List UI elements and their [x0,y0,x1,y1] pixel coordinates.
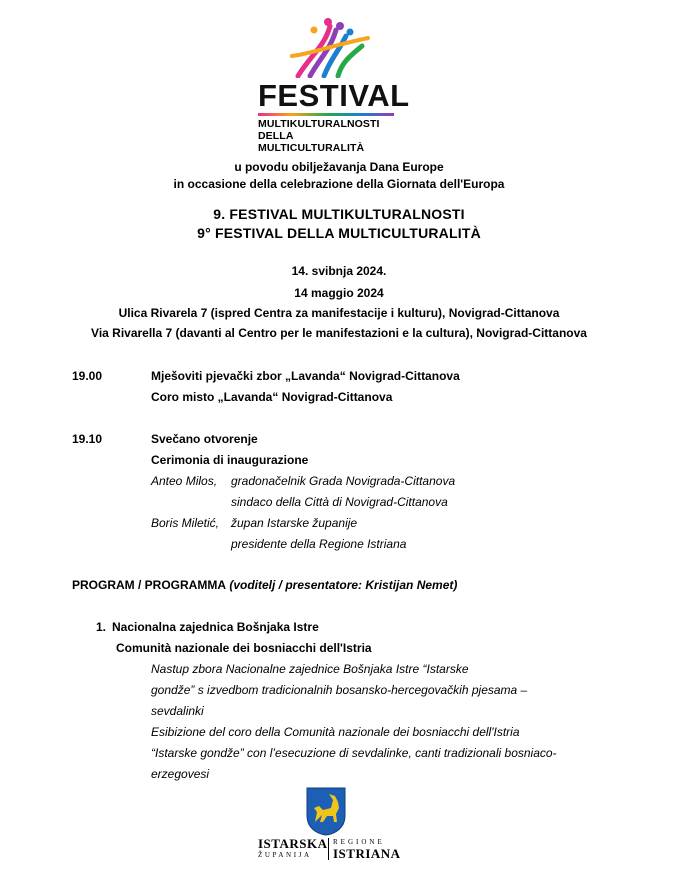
schedule-time: 19.00 [72,369,103,383]
speaker-role-it: sindaco della Città di Novigrad-Cittanova [231,495,448,509]
schedule-title-it: Cerimonia di inaugurazione [151,453,309,467]
item-desc-line: “Istarske gondže” con l’esecuzione di sevdalinke, canti tradizionali bosniaco- [151,746,557,760]
istria-goat-emblem-icon [305,786,347,836]
item-desc-line: Esibizione del coro della Comunità nazionale dei bosniacchi dell'Istria [151,725,520,739]
festival-logo [258,16,410,154]
item-name-hr: Nacionalna zajednica Bošnjaka Istre [112,620,319,634]
item-desc-line: erzegovesi [151,767,210,781]
heading-it: 9° FESTIVAL DELLA MULTICULTURALITÀ [197,225,481,241]
intro-line-it: in occasione della celebrazione della Giornata dell'Europa [173,177,505,191]
heading-hr: 9. FESTIVAL MULTIKULTURALNOSTI [213,206,465,222]
crest-right-top: REGIONE [333,838,385,846]
crest-left-top: ISTARSKA [258,836,328,851]
venue-hr: Ulica Rivarela 7 (ispred Centra za manifestacije i kulturu), Novigrad-Cittanova [118,306,560,320]
schedule-title-hr: Mješoviti pjevački zbor „Lavanda“ Novigrad-Cittanova [151,369,460,383]
speaker-name: Boris Miletić, [151,516,220,530]
crest-divider [328,838,329,860]
logo-title: FESTIVAL [258,78,410,113]
logo-subtitle-hr: MULTIKULTURALNOSTI [258,118,380,130]
schedule-title-it: Coro misto „Lavanda“ Novigrad-Cittanova [151,390,393,404]
venue-it: Via Rivarella 7 (davanti al Centro per le manifestazioni e la cultura), Novigrad-Cittanova [91,326,587,340]
speaker-role-hr: župan Istarske županije [231,516,358,530]
speaker-role-it: presidente della Regione Istriana [231,537,407,551]
item-desc-line: gondže” s izvedbom tradicionalnih bosansko-hercegovačkih pjesama – [151,683,528,697]
program-header [72,578,457,592]
speaker-role-hr: gradonačelnik Grada Novigrada-Cittanova [231,474,456,488]
item-number: 1. [96,620,107,634]
date-it: 14 maggio 2024 [294,286,384,300]
logo-subtitle-it: DELLA MULTICULTURALITÀ [258,130,365,154]
crest-right-bottom: ISTRIANA [333,846,401,861]
program-label: PROGRAM / PROGRAMMA [72,578,226,592]
item-name-it: Comunità nazionale dei bosniacchi dell'Istria [116,641,372,655]
dancers-logo-icon [290,16,370,78]
item-desc-line: Nastup zbora Nacionalne zajednice Bošnjaka Istre “Istarske [151,662,469,676]
item-desc-line: sevdalinki [151,704,204,718]
date-hr: 14. svibnja 2024. [291,264,387,278]
logo-color-bar [258,113,394,116]
program-host: (voditelj / presentatore: Kristijan Nemet) [229,578,458,592]
speaker-name: Anteo Milos, [151,474,218,488]
crest-left-bottom: ŽUPANIJA [258,851,312,859]
schedule-time: 19.10 [72,432,103,446]
intro-line-hr: u povodu obilježavanja Dana Europe [234,160,444,174]
schedule-title-hr: Svečano otvorenje [151,432,258,446]
